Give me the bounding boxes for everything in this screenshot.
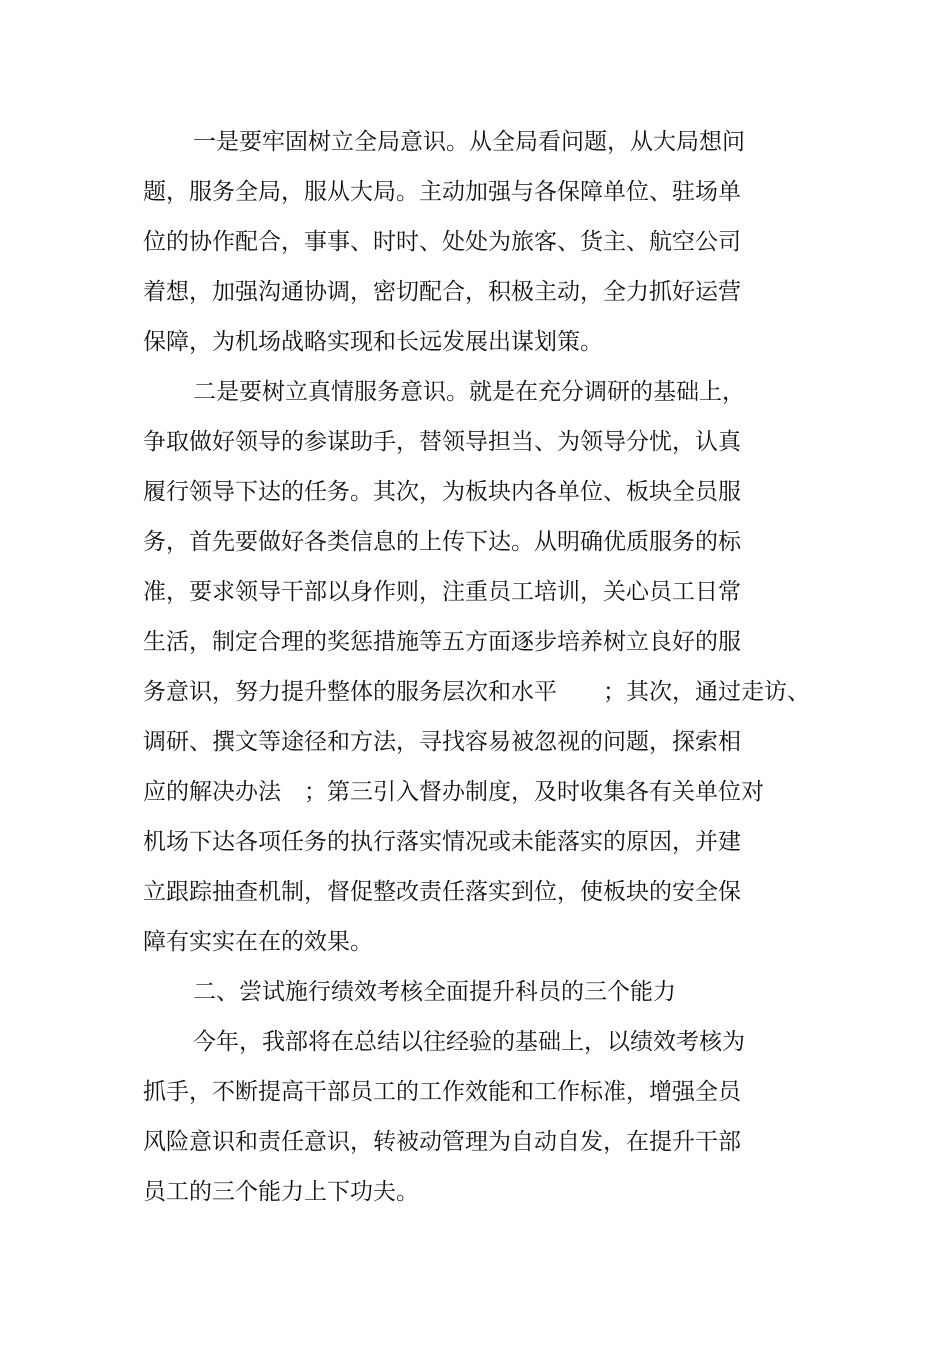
text-line: 务意识，努力提升整体的服务层次和水平 ；其次，通过走访、: [143, 679, 810, 705]
text-line: 一是要牢固树立全局意识。从全局看问题，从大局想问: [193, 129, 745, 155]
text-line: 调研、撰文等途径和方法，寻找容易被忽视的问题，探索相: [143, 729, 741, 755]
text-line: 位的协作配合，事事、时时、处处为旅客、货主、航空公司: [143, 229, 741, 255]
text-line: 争取做好领导的参谋助手，替领导担当、为领导分忧，认真: [143, 429, 741, 455]
text-line: 立跟踪抽查机制，督促整改责任落实到位，使板块的安全保: [143, 879, 741, 905]
text-line: 务，首先要做好各类信息的上传下达。从明确优质服务的标: [143, 529, 741, 555]
text-line: 机场下达各项任务的执行落实情况或未能落实的原因，并建: [143, 829, 741, 855]
text-line: 障有实实在在的效果。: [143, 929, 373, 955]
text-line: 二是要树立真情服务意识。就是在充分调研的基础上，: [193, 379, 745, 405]
text-line: 着想，加强沟通协调，密切配合，积极主动，全力抓好运营: [143, 279, 741, 305]
text-line: 抓手，不断提高干部员工的工作效能和工作标准，增强全员: [143, 1079, 741, 1105]
text-line: 履行领导下达的任务。其次，为板块内各单位、板块全员服: [143, 479, 741, 505]
section-heading: 二、尝试施行绩效考核全面提升科员的三个能力: [193, 979, 676, 1005]
text-line: 题，服务全局，服从大局。主动加强与各保障单位、驻场单: [143, 179, 741, 205]
text-line: 生活，制定合理的奖惩措施等五方面逐步培养树立良好的服: [143, 629, 741, 655]
text-line: 员工的三个能力上下功夫。: [143, 1179, 419, 1205]
text-line: 准，要求领导干部以身作则，注重员工培训，关心员工日常: [143, 579, 741, 605]
text-line: 风险意识和责任意识，转被动管理为自动自发，在提升干部: [143, 1129, 741, 1155]
text-line: 保障，为机场战略实现和长远发展出谋划策。: [143, 329, 603, 355]
text-line: 今年，我部将在总结以往经验的基础上，以绩效考核为: [193, 1029, 745, 1055]
text-line: 应的解决办法 ；第三引入督办制度，及时收集各有关单位对: [143, 779, 764, 805]
